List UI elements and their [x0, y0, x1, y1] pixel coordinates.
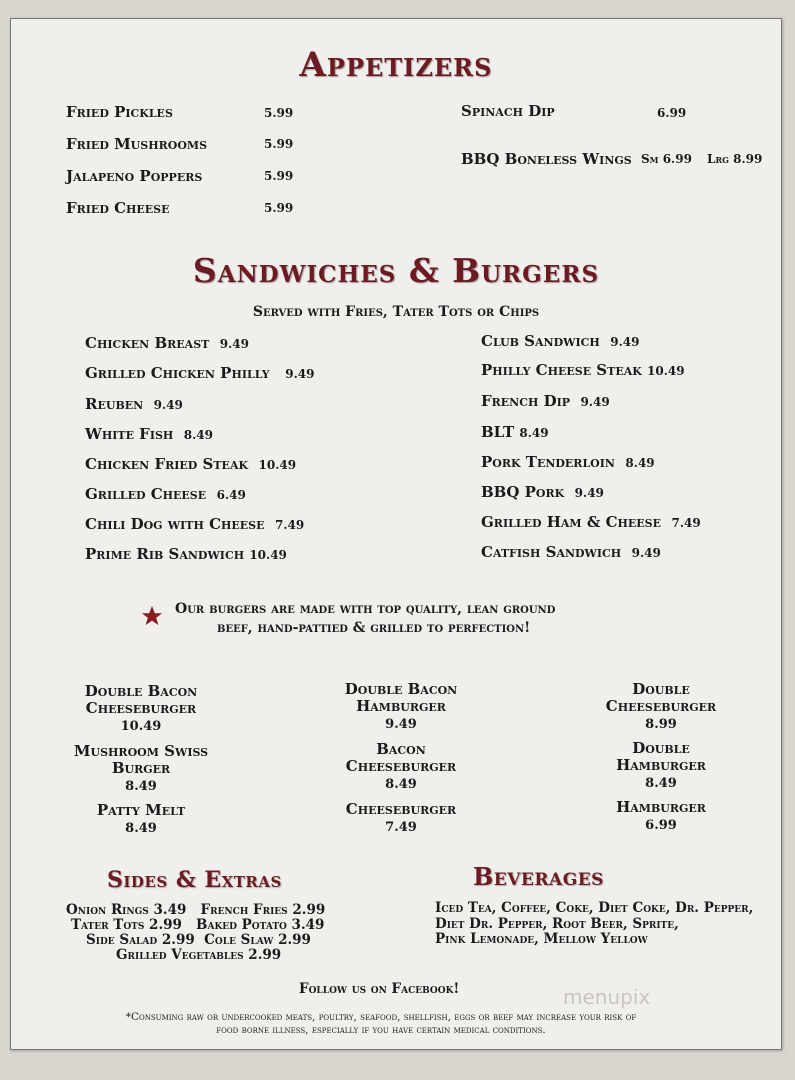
burger-item: Bacon Cheeseburger 8.49	[345, 740, 457, 792]
sandwich-item: Chicken Fried Steak 10.49	[85, 455, 297, 473]
sandwich-item: Chili Dog with Cheese 7.49	[85, 515, 305, 533]
burger-note-line1: Our burgers are made with top quality, lean ground	[175, 601, 556, 617]
sandwich-item: Reuben 9.49	[85, 395, 183, 413]
sandwiches-subtitle: Served with Fries, Tater Tots or Chips	[252, 304, 540, 320]
appetizer-price: 6.99	[657, 106, 687, 120]
beverages-line: Pink Lemonade, Mellow Yellow	[435, 931, 648, 947]
burger-item: Cheeseburger 7.49	[345, 800, 457, 835]
sandwich-item: Philly Cheese Steak 10.49	[481, 361, 685, 379]
sides-line: Grilled Vegetables 2.99	[116, 947, 282, 963]
burger-item: Double Bacon Cheeseburger 10.49	[84, 682, 198, 734]
star-icon	[141, 605, 163, 627]
wings-large-price: Lrg 8.99	[707, 152, 763, 166]
appetizer-name: Spinach Dip	[461, 102, 555, 120]
burger-item: Patty Melt 8.49	[96, 801, 186, 836]
appetizer-name: Fried Mushrooms	[66, 135, 208, 153]
sandwich-item: Chicken Breast 9.49	[85, 334, 250, 352]
wings-small-price: Sm 6.99	[641, 152, 692, 166]
sandwich-item: Pork Tenderloin 8.49	[481, 453, 655, 471]
sandwich-item: Prime Rib Sandwich 10.49	[85, 545, 287, 563]
sides-line: Tater Tots 2.99 Baked Potato 3.49	[71, 917, 325, 933]
burger-item: Double Cheeseburger 8.99	[605, 680, 717, 732]
burger-item: Double Hamburger 8.49	[616, 739, 706, 791]
sandwich-item: White Fish 8.49	[85, 425, 213, 443]
sandwich-item: Club Sandwich 9.49	[481, 332, 640, 350]
sandwich-item: Catfish Sandwich 9.49	[481, 543, 661, 561]
menu-page	[10, 18, 782, 1050]
sides-line: Side Salad 2.99 Cole Slaw 2.99	[86, 932, 311, 948]
appetizer-name: Fried Cheese	[66, 199, 170, 217]
facebook-callout[interactable]: Follow us on Facebook!	[299, 981, 460, 997]
sandwich-item: Grilled Chicken Philly 9.49	[85, 364, 315, 382]
appetizer-price: 5.99	[264, 106, 294, 120]
burger-item: Hamburger 6.99	[616, 798, 706, 833]
sandwich-item: BLT 8.49	[481, 423, 549, 441]
sandwich-item: French Dip 9.49	[481, 392, 610, 410]
sandwich-item: BBQ Pork 9.49	[481, 483, 604, 501]
beverages-line: Iced Tea, Coffee, Coke, Diet Coke, Dr. Pepper,	[435, 900, 754, 916]
burger-note-line2: beef, hand-pattied & grilled to perfection!	[217, 620, 531, 636]
sandwich-item: Grilled Cheese 6.49	[85, 485, 246, 503]
appetizers-heading: Appetizers	[299, 45, 493, 85]
beverages-line: Diet Dr. Pepper, Root Beer, Sprite,	[435, 916, 679, 932]
burger-item: Double Bacon Hamburger 9.49	[344, 680, 458, 732]
beverages-heading: Beverages	[473, 862, 604, 891]
appetizer-name: Jalapeno Poppers	[66, 167, 203, 185]
sides-heading: Sides & Extras	[107, 867, 282, 893]
appetizer-price: 5.99	[264, 137, 294, 151]
burger-item: Mushroom Swiss Burger 8.49	[73, 742, 209, 794]
sides-line: Onion Rings 3.49 French Fries 2.99	[66, 902, 326, 918]
sandwich-item: Grilled Ham & Cheese 7.49	[481, 513, 701, 531]
appetizer-price: 5.99	[264, 201, 294, 215]
appetizer-name: Fried Pickles	[66, 103, 173, 121]
appetizer-name: BBQ Boneless Wings	[461, 150, 632, 168]
food-safety-warning: *Consuming raw or undercooked meats, poultry, seafood, shellfish, eggs or beef may increase your risk of food borne illness, especially if you have certain medical conditions.	[125, 1011, 637, 1036]
sandwiches-heading: Sandwiches & Burgers	[192, 251, 600, 290]
appetizer-price: 5.99	[264, 169, 294, 183]
menupix-watermark: menupix	[563, 985, 651, 1009]
